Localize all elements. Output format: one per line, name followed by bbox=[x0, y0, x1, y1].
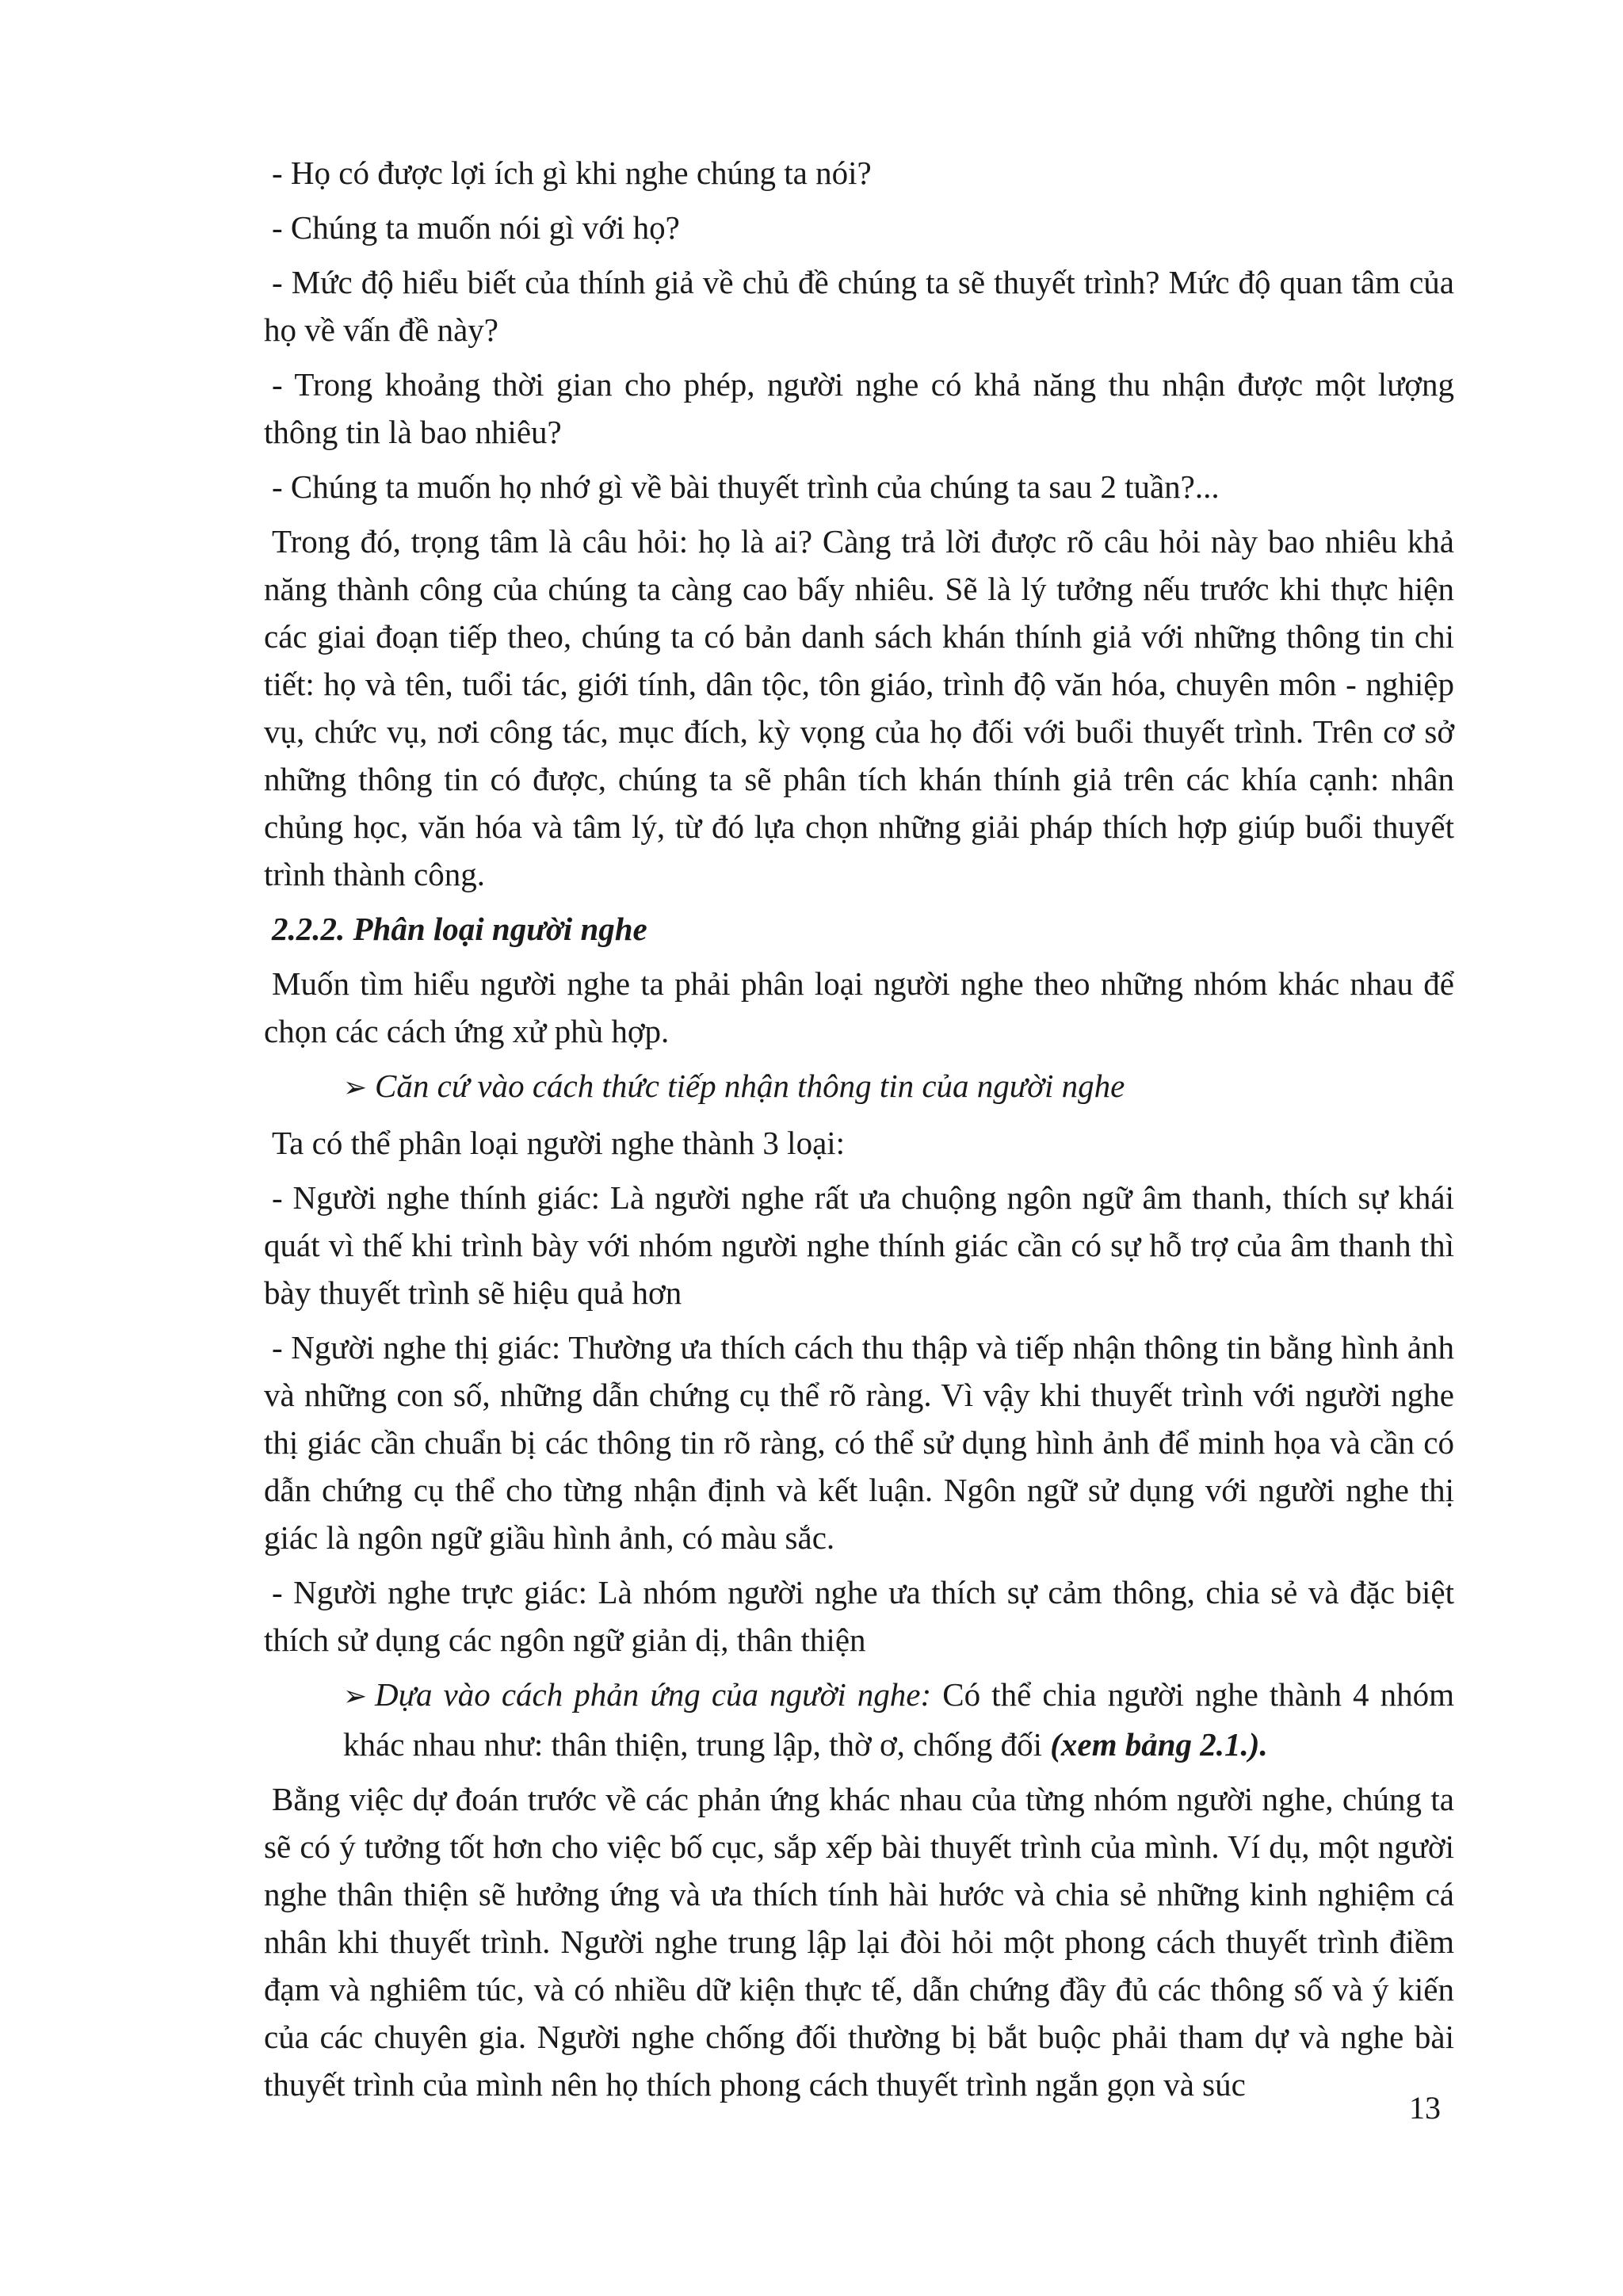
paragraph-intuitive: - Người nghe trực giác: Là nhóm người nghe ưa thích sự cảm thông, chia sẻ và đặc biệt thích sử dụng các ngôn ngữ giản dị, thân thiện bbox=[264, 1574, 1454, 1658]
question-capacity: - Trong khoảng thời gian cho phép, người nghe có khả năng thu nhận được một lượng thông tin là bao nhiêu? bbox=[264, 366, 1454, 450]
section-heading: 2.2.2. Phân loại người nghe bbox=[272, 911, 647, 947]
arrow-bullet-icon: ➢ bbox=[343, 1072, 368, 1104]
question-message: - Chúng ta muốn nói gì với họ? bbox=[272, 209, 680, 246]
paragraph-auditory: - Người nghe thính giác: Là người nghe rất ưa chuộng ngôn ngữ âm thanh, thích sự khái quát vì thế khi trình bày với nhóm người nghe thính giác cần có sự hỗ trợ của âm thanh thì bày thuyết trình sẽ hiệu quả hơn bbox=[264, 1179, 1454, 1311]
arrow-bullet-icon: ➢ bbox=[343, 1680, 368, 1713]
bullet-reception-method bbox=[264, 1062, 1454, 1112]
table-reference: (xem bảng 2.1.). bbox=[1050, 1726, 1268, 1763]
question-knowledge: - Mức độ hiểu biết của thính giả về chủ đề chúng ta sẽ thuyết trình? Mức độ quan tâm của họ về vấn đề này? bbox=[264, 264, 1454, 348]
bullet-reception-text: Căn cứ vào cách thức tiếp nhận thông tin của người nghe bbox=[375, 1068, 1125, 1104]
paragraph-classify-intro: Muốn tìm hiểu người nghe ta phải phân loại người nghe theo những nhóm khác nhau để chọn các cách ứng xử phù hợp. bbox=[264, 965, 1454, 1049]
question-remember: - Chúng ta muốn họ nhớ gì về bài thuyết trình của chúng ta sau 2 tuần?... bbox=[272, 468, 1220, 505]
paragraph-predict-reactions: Bằng việc dự đoán trước về các phản ứng khác nhau của từng nhóm người nghe, chúng ta sẽ có ý tưởng tốt hơn cho việc bố cục, sắp xếp bài thuyết trình của mình. Ví dụ, một người nghe thân thiện sẽ hưởng ứng và ưa thích tính hài hước và chia sẻ những kinh nghiệm cá nhân khi thuyết trình. Người nghe trung lập lại đòi hỏi một phong cách thuyết trình điềm đạm và nghiêm túc, và có nhiều dữ kiện thực tế, dẫn chứng đầy đủ các thông số và ý kiến của các chuyên gia. Người nghe chống đối thường bị bắt buộc phải tham dự và nghe bài thuyết trình của mình nên họ thích phong cách thuyết trình ngắn gọn và súc bbox=[264, 1781, 1454, 2103]
paragraph-visual: - Người nghe thị giác: Thường ưa thích cách thu thập và tiếp nhận thông tin bằng hình ảnh và những con số, những dẫn chứng cụ thể rõ ràng. Vì vậy khi thuyết trình với người nghe thị giác cần chuẩn bị các thông tin rõ ràng, có thể sử dụng hình ảnh để minh họa và cần có dẫn chứng cụ thể cho từng nhận định và kết luận. Ngôn ngữ sử dụng với người nghe thị giác là ngôn ngữ giầu hình ảnh, có màu sắc. bbox=[264, 1329, 1454, 1556]
page-body bbox=[264, 149, 1454, 2108]
paragraph-audience-focus: Trong đó, trọng tâm là câu hỏi: họ là ai? Càng trả lời được rõ câu hỏi này bao nhiêu khả năng thành công của chúng ta càng cao bấy nhiêu. Sẽ là lý tưởng nếu trước khi thực hiện các giai đoạn tiếp theo, chúng ta có bản danh sách khán thính giả với những thông tin chi tiết: họ và tên, tuổi tác, giới tính, dân tộc, tôn giáo, trình độ văn hóa, chuyên môn - nghiệp vụ, chức vụ, nơi công tác, mục đích, kỳ vọng của họ đối với buổi thuyết trình. Trên cơ sở những thông tin có được, chúng ta sẽ phân tích khán thính giả trên các khía cạnh: nhân chủng học, văn hóa và tâm lý, từ đó lựa chọn những giải pháp thích hợp giúp buổi thuyết trình thành công. bbox=[264, 523, 1454, 892]
question-benefit: - Họ có được lợi ích gì khi nghe chúng ta nói? bbox=[272, 155, 872, 191]
page-number: 13 bbox=[1409, 2090, 1441, 2126]
bullet-reaction-text: Có thể chia người nghe thành 4 nhóm khác nhau như: thân thiện, trung lập, thờ ơ, chống đối bbox=[343, 1676, 1454, 1763]
bullet-reaction bbox=[264, 1671, 1454, 1768]
paragraph-three-types: Ta có thể phân loại người nghe thành 3 loại: bbox=[272, 1125, 846, 1161]
bullet-reaction-label: Dựa vào cách phản ứng của người nghe: bbox=[375, 1676, 932, 1713]
